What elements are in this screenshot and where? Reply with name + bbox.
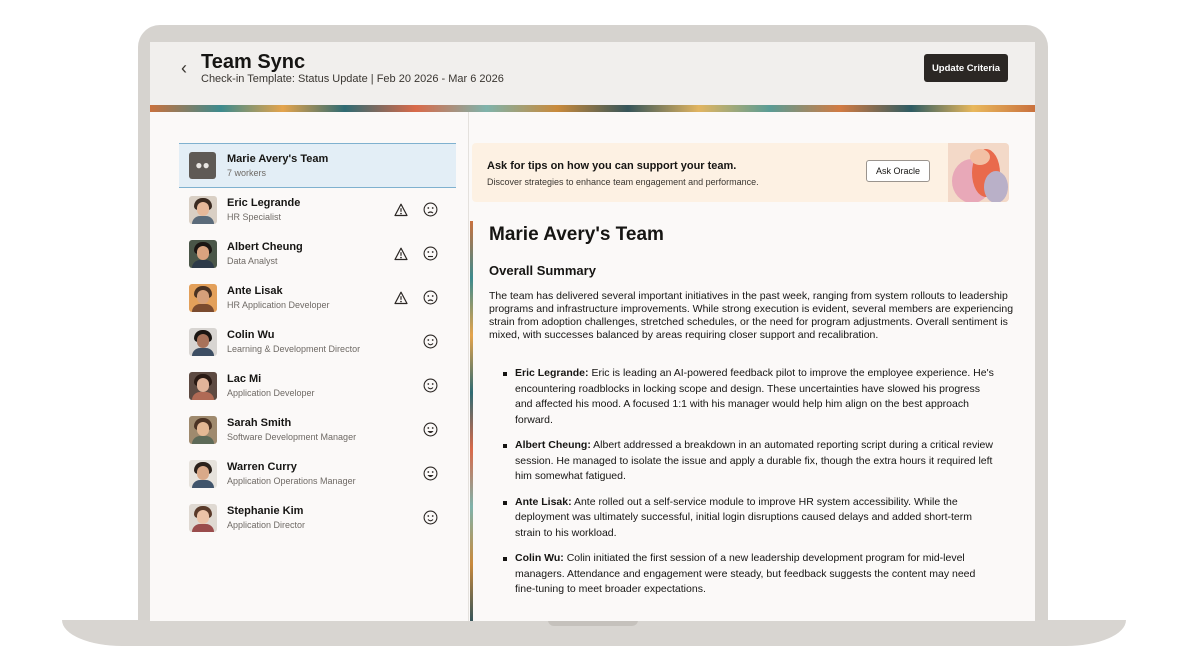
team-count: 7 workers bbox=[227, 168, 267, 178]
avatar bbox=[189, 460, 217, 488]
avatar bbox=[189, 284, 217, 312]
ask-oracle-button[interactable]: Ask Oracle bbox=[866, 160, 930, 182]
team-member-item[interactable] bbox=[179, 364, 456, 408]
avatar bbox=[189, 196, 217, 224]
bullet-text: Ante rolled out a self-service module to improve HR system accessibility. While the deployment was ultimately successful, initial login disruptions caused delays and added short-term strain to his workload. bbox=[515, 495, 972, 539]
app-screen bbox=[150, 42, 1035, 621]
bullet-name: Ante Lisak: bbox=[515, 495, 572, 508]
member-name: Lac Mi bbox=[227, 373, 262, 385]
mood-happy-icon bbox=[423, 510, 438, 525]
mood-happy-icon bbox=[423, 378, 438, 393]
team-member-item[interactable] bbox=[179, 408, 456, 452]
team-member-item[interactable] bbox=[179, 276, 456, 320]
main-content bbox=[150, 112, 1035, 621]
team-member-item[interactable] bbox=[179, 496, 456, 540]
member-role: Application Operations Manager bbox=[227, 476, 356, 486]
member-name: Colin Wu bbox=[227, 329, 275, 341]
member-role: Software Development Manager bbox=[227, 432, 357, 442]
summary-bullet bbox=[515, 551, 1014, 598]
member-role: HR Application Developer bbox=[227, 300, 330, 310]
member-role: Application Developer bbox=[227, 388, 315, 398]
member-role: Learning & Development Director bbox=[227, 344, 361, 354]
warning-icon bbox=[394, 247, 408, 261]
mood-sad-icon bbox=[423, 202, 438, 217]
team-name: Marie Avery's Team bbox=[227, 153, 329, 165]
avatar bbox=[189, 328, 217, 356]
team-list-item[interactable] bbox=[179, 143, 456, 188]
update-criteria-button[interactable]: Update Criteria bbox=[924, 54, 1008, 82]
bullet-name: Eric Legrande: bbox=[515, 367, 589, 379]
summary-heading: Overall Summary bbox=[489, 263, 596, 278]
summary-bullet-list bbox=[489, 366, 1014, 598]
mood-neutral-icon bbox=[423, 246, 438, 261]
member-name: Warren Curry bbox=[227, 461, 297, 473]
member-role: Data Analyst bbox=[227, 256, 278, 266]
summary-paragraph: The team has delivered several important initiatives in the past week, ranging from system rollouts to leadership programs and infrastructure improvements. While strong execution is evident, several members are experiencing strain from adoption challenges, stretched schedules, or the need for program adjustments. Overall sentiment is mixed, with successes balanced by areas requiring closer support and recalibration. bbox=[489, 290, 1014, 341]
tip-card bbox=[472, 143, 1009, 202]
summary-bullet bbox=[515, 495, 1014, 542]
page-header bbox=[150, 42, 1035, 105]
bullet-text: Albert addressed a breakdown in an automated reporting script during a critical review session. He managed to isolate the issue and apply a durable fix, though the extra hours it required left him somewhat fatigued. bbox=[515, 439, 993, 482]
mood-sad-icon bbox=[423, 290, 438, 305]
mood-very-happy-icon bbox=[423, 466, 438, 481]
summary-bullet bbox=[515, 438, 1014, 485]
team-member-item[interactable] bbox=[179, 232, 456, 276]
team-icon: ●● bbox=[189, 152, 216, 179]
avatar bbox=[189, 416, 217, 444]
page-title: Team Sync bbox=[201, 51, 306, 73]
tip-title: Ask for tips on how you can support your team. bbox=[487, 160, 737, 172]
bullet-text: Eric is leading an AI-powered feedback pilot to improve the employee experience. He's encountering roadblocks in locking scope and design. These uncertainties have slowed his progress and affected his mood. A focused 1:1 with his manager would help him align on the best approach forward. bbox=[515, 367, 994, 426]
team-member-item[interactable] bbox=[179, 188, 456, 232]
mood-very-happy-icon bbox=[423, 422, 438, 437]
tip-illustration bbox=[948, 143, 1009, 202]
bullet-name: Albert Cheung: bbox=[515, 439, 591, 451]
avatar bbox=[189, 372, 217, 400]
mood-happy-icon bbox=[423, 334, 438, 349]
back-arrow-icon[interactable]: ‹ bbox=[181, 58, 187, 78]
warning-icon bbox=[394, 203, 408, 217]
page-subtitle: Check-in Template: Status Update | Feb 20 2026 - Mar 6 2026 bbox=[201, 73, 504, 85]
member-name: Stephanie Kim bbox=[227, 505, 304, 517]
avatar bbox=[189, 240, 217, 268]
member-name: Ante Lisak bbox=[227, 285, 283, 297]
member-role: Application Director bbox=[227, 520, 306, 530]
summary-panel bbox=[489, 221, 1014, 608]
member-name: Sarah Smith bbox=[227, 417, 292, 429]
team-member-list bbox=[179, 143, 456, 540]
panel-divider bbox=[468, 112, 469, 621]
member-name: Albert Cheung bbox=[227, 241, 303, 253]
avatar bbox=[189, 504, 217, 532]
bullet-name: Colin Wu: bbox=[515, 552, 564, 564]
warning-icon bbox=[394, 291, 408, 305]
summary-bullet bbox=[515, 366, 1014, 428]
member-name: Eric Legrande bbox=[227, 197, 301, 209]
team-member-item[interactable] bbox=[179, 452, 456, 496]
summary-accent-bar bbox=[470, 221, 473, 621]
decorative-banner bbox=[150, 105, 1035, 112]
bullet-text: Colin initiated the first session of a new leadership development program for mid-level managers. Attendance and engagement were steady, but feedback suggests the content may need fine-tuning to meet broader expectations. bbox=[515, 552, 976, 595]
tip-text: Discover strategies to enhance team engagement and performance. bbox=[487, 177, 759, 187]
member-role: HR Specialist bbox=[227, 212, 282, 222]
summary-title: Marie Avery's Team bbox=[489, 224, 664, 245]
team-member-item[interactable] bbox=[179, 320, 456, 364]
